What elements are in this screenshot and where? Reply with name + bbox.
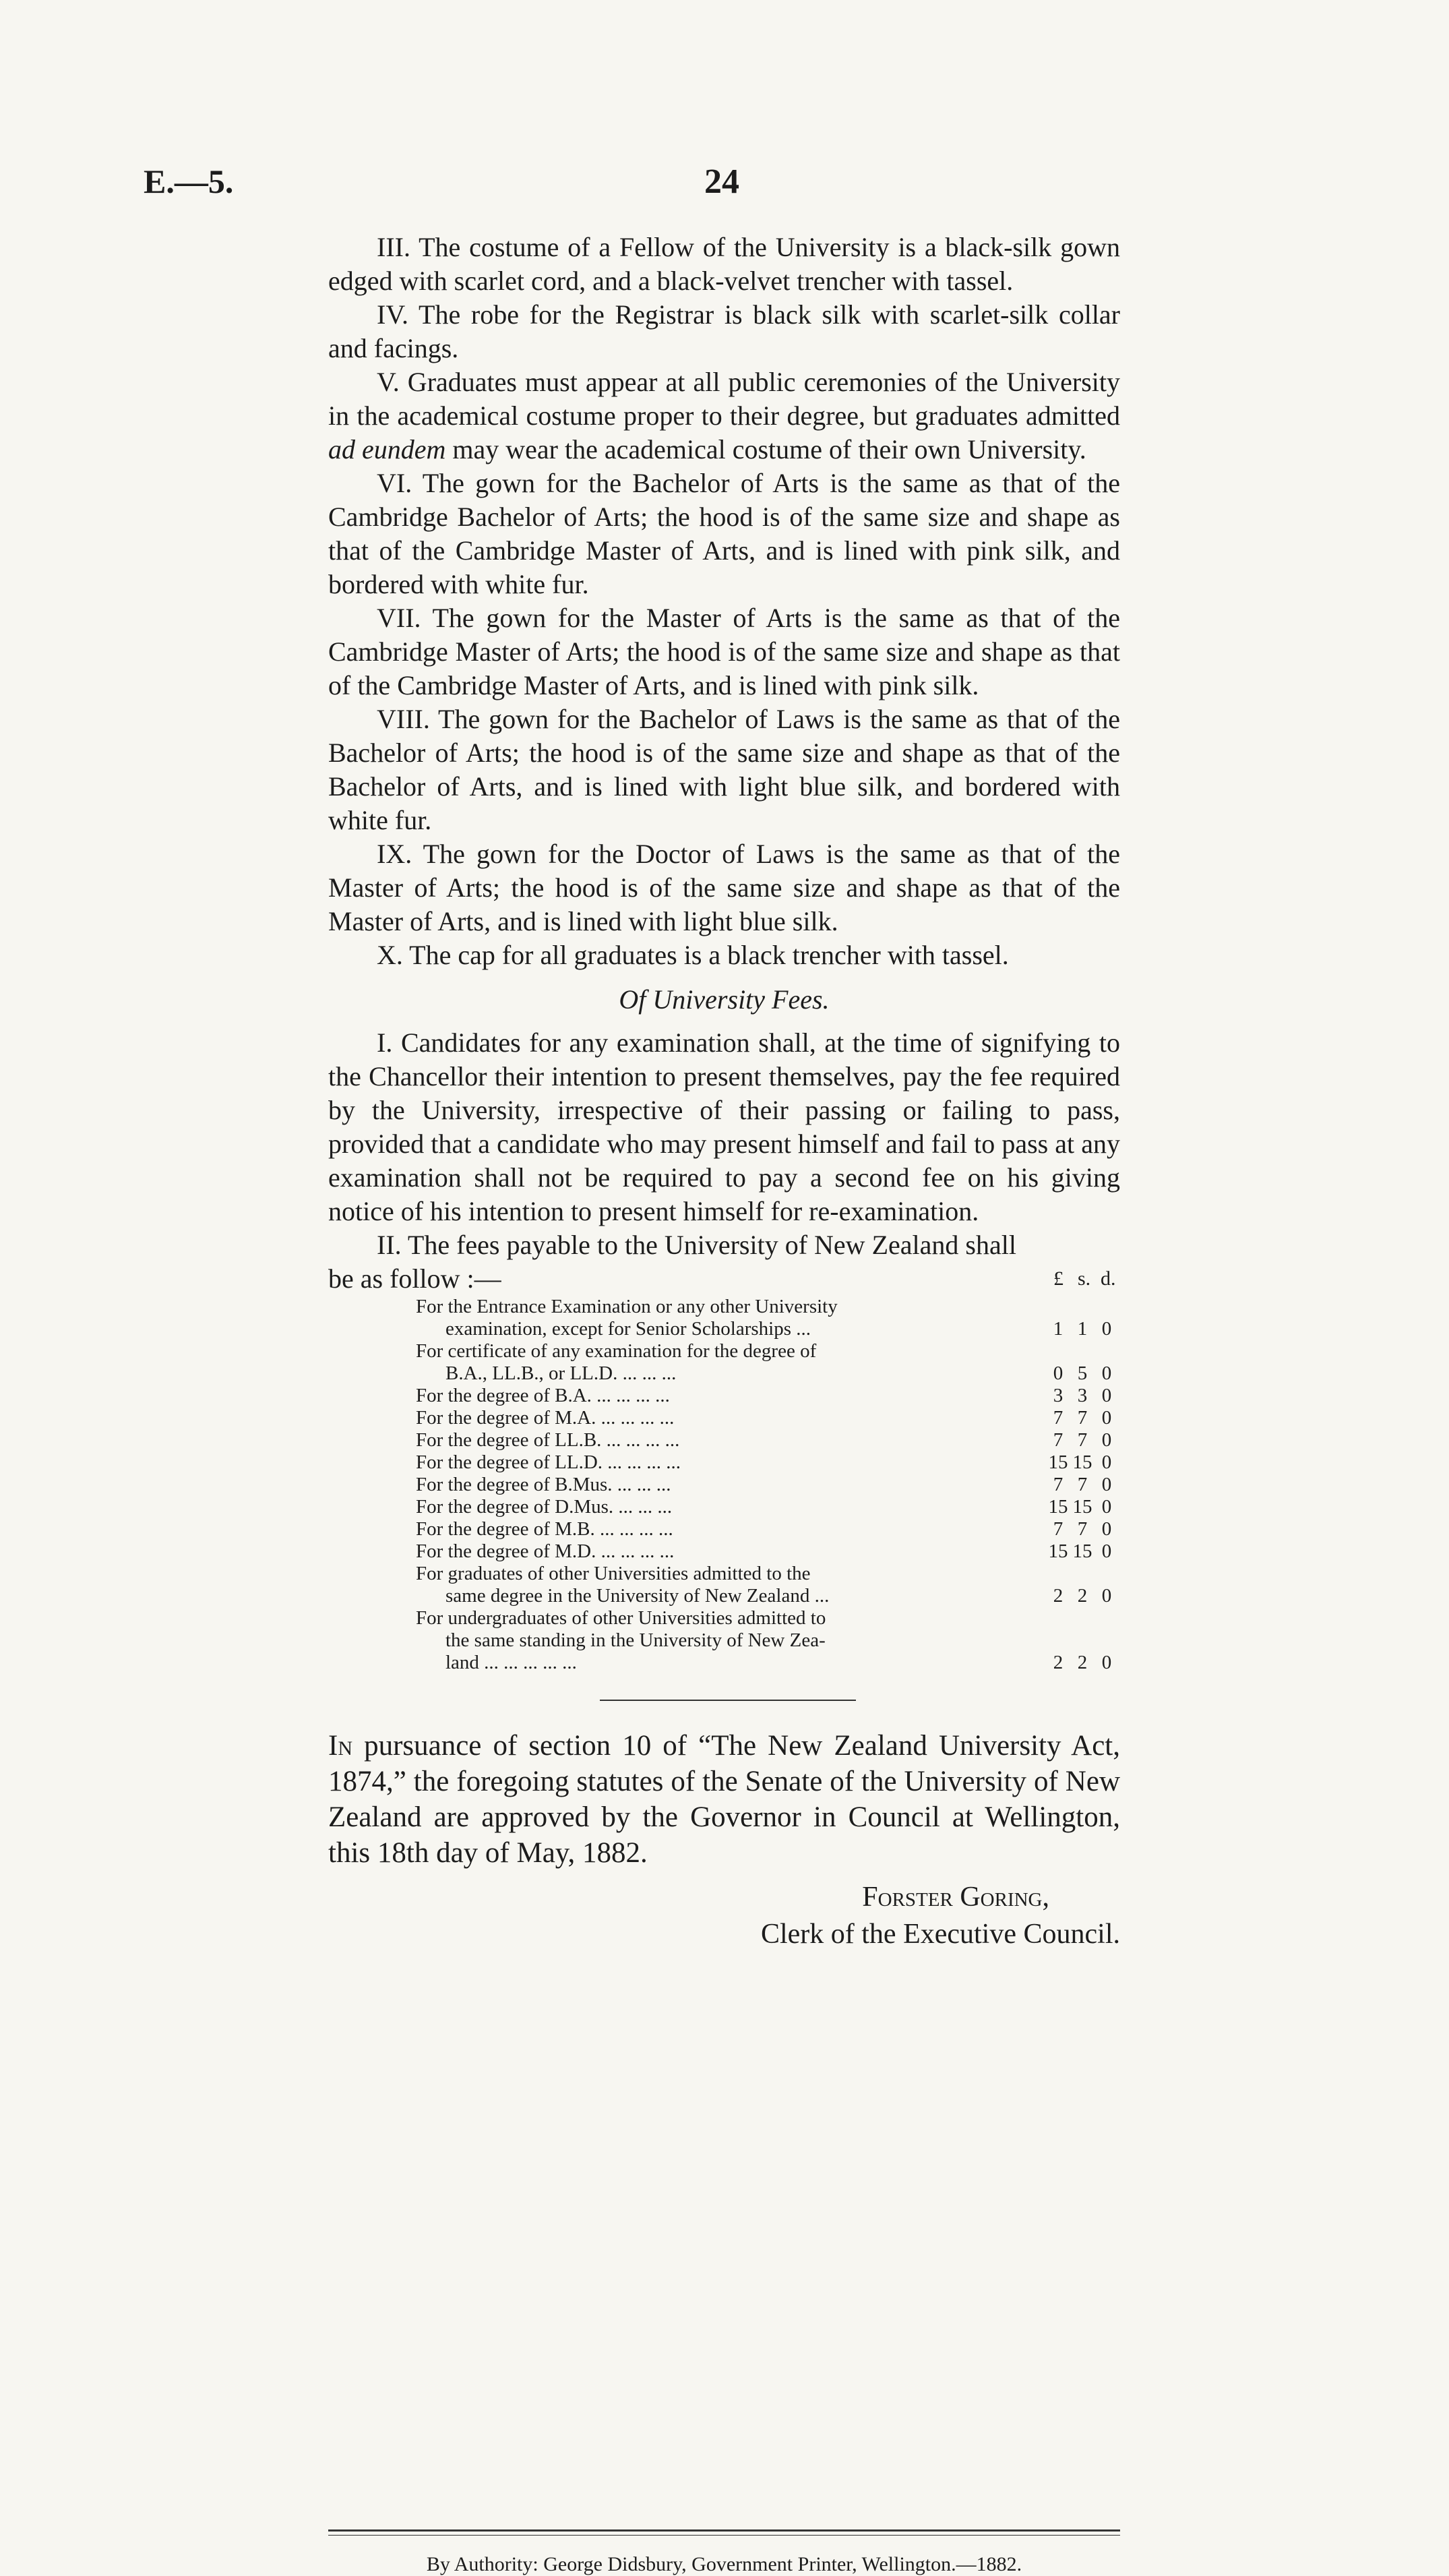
fee-description-line: same degree in the University of New Zealand ... — [445, 1585, 830, 1607]
fee-description-line: For the degree of B.Mus. ... ... ... — [416, 1474, 671, 1495]
fee-description — [416, 1407, 1049, 1429]
fees-heading: Of University Fees. — [619, 984, 830, 1015]
fee-row — [328, 1407, 1120, 1429]
fee-row — [328, 1518, 1120, 1540]
fee-description-line: For the Entrance Examination or any other University — [416, 1296, 838, 1317]
fee-description-line: examination, except for Senior Scholarships ... — [445, 1318, 811, 1340]
body-text — [328, 231, 1120, 1953]
page-header — [0, 162, 1449, 216]
fee-description — [416, 1474, 1049, 1496]
fee-description-line: For undergraduates of other Universities admitted to — [416, 1607, 826, 1629]
fee-description-line: For the degree of D.Mus. ... ... ... — [416, 1496, 673, 1518]
fee-row — [328, 1451, 1120, 1474]
fee-description-line: For the degree of B.A. ... ... ... ... — [416, 1385, 670, 1406]
fee-pence: 0 — [1101, 1474, 1112, 1495]
fee-pence: 0 — [1101, 1540, 1112, 1562]
fee-pence: 0 — [1101, 1407, 1112, 1429]
fee-pounds: 2 — [1053, 1585, 1063, 1607]
fee-description-line: For the degree of M.B. ... ... ... ... — [416, 1518, 673, 1540]
approval-text: pursuance of section 10 of “The New Zealand University Act, 1874,” the foregoing statutes of the Senate of the University of New Zealand are approved by the Governor in Council at Wellington, this 18th day of May, 1882. — [328, 1730, 1121, 1869]
fee-description — [416, 1496, 1049, 1518]
fee-pence: 0 — [1101, 1318, 1112, 1340]
fee-pounds: 15 — [1048, 1540, 1068, 1562]
paragraph-vii: VII. The gown for the Master of Arts is the same as that of the Cambridge Master of Arts; the hood is of the same size and shape as that of the Cambridge Master of Arts, and is lined with pink silk. — [328, 603, 1120, 700]
fee-shillings: 1 — [1077, 1318, 1088, 1340]
fee-pounds: 15 — [1048, 1451, 1068, 1473]
fee-pounds: 3 — [1053, 1385, 1063, 1406]
fee-pounds: 7 — [1053, 1429, 1063, 1451]
fee-pounds: 7 — [1053, 1474, 1063, 1495]
fees-intro-line — [328, 1262, 1120, 1296]
fees-intro-text: be as follow :— — [328, 1263, 501, 1294]
fee-description — [416, 1340, 1049, 1385]
fees-paragraph-ii: II. The fees payable to the University of New Zealand shall — [377, 1230, 1016, 1260]
section-divider — [600, 1700, 856, 1701]
fee-description-line: For graduates of other Universities admitted to the — [416, 1563, 811, 1584]
fee-description-line: For the degree of M.D. ... ... ... ... — [416, 1540, 675, 1562]
fee-description — [416, 1540, 1049, 1563]
paragraph-ix: IX. The gown for the Doctor of Laws is the same as that of the Master of Arts; the hood is of the same size and shape as that of the Master of Arts, and is lined with light blue silk. — [328, 839, 1120, 936]
fee-pence: 0 — [1101, 1429, 1112, 1451]
fee-pence: 0 — [1101, 1451, 1112, 1473]
fee-description-line: land ... ... ... ... ... — [445, 1652, 577, 1673]
fee-row — [328, 1429, 1120, 1451]
fee-description-line: For certificate of any examination for the degree of — [416, 1340, 817, 1362]
pence-header: d. — [1101, 1267, 1116, 1290]
fee-pence: 0 — [1101, 1652, 1112, 1673]
fee-description-line: the same standing in the University of New Zea- — [445, 1629, 826, 1651]
fee-pence: 0 — [1101, 1496, 1112, 1518]
fee-description — [416, 1563, 1049, 1607]
fee-description-line: For the degree of LL.D. ... ... ... ... — [416, 1451, 681, 1473]
paragraph-iii: III. The costume of a Fellow of the University is a black-silk gown edged with scarlet cord, and a black-velvet trencher with tassel. — [328, 232, 1120, 296]
fee-description — [416, 1451, 1049, 1474]
printer-imprint: By Authority: George Didsbury, Government Printer, Wellington.—1882. — [426, 2553, 1022, 2575]
latin-phrase: ad eundem — [328, 434, 446, 465]
fee-row — [328, 1563, 1120, 1607]
footer-rule-thick — [328, 2529, 1120, 2532]
paragraph-iv: IV. The robe for the Registrar is black silk with scarlet-silk collar and facings. — [328, 299, 1120, 363]
fee-pence: 0 — [1101, 1518, 1112, 1540]
signatory-name: Forster Goring, — [862, 1882, 1049, 1913]
fee-row — [328, 1540, 1120, 1563]
fee-pounds: 7 — [1053, 1518, 1063, 1540]
fee-pounds: 2 — [1053, 1652, 1063, 1673]
approval-lead-caps: In — [328, 1730, 352, 1762]
fee-description-line: For the degree of M.A. ... ... ... ... — [416, 1407, 675, 1429]
fee-description-line: For the degree of LL.B. ... ... ... ... — [416, 1429, 680, 1451]
fee-shillings: 15 — [1072, 1496, 1092, 1518]
footer-rule-thin — [328, 2535, 1120, 2536]
fee-shillings: 5 — [1077, 1362, 1088, 1384]
fee-description — [416, 1385, 1049, 1407]
paragraph-v: V. Graduates must appear at all public ceremonies of the University in the academical costume proper to their degree, but graduates admitted ad eundem may wear the academical costume of their own University. — [328, 367, 1120, 465]
document-reference: E.—5. — [144, 162, 234, 200]
fee-pounds: 15 — [1048, 1496, 1068, 1518]
fee-shillings: 7 — [1077, 1474, 1088, 1495]
fee-shillings: 7 — [1077, 1518, 1088, 1540]
fee-row — [328, 1385, 1120, 1407]
fee-shillings: 15 — [1072, 1540, 1092, 1562]
fee-description — [416, 1429, 1049, 1451]
fee-pence: 0 — [1101, 1385, 1112, 1406]
paragraph-x: X. The cap for all graduates is a black trencher with tassel. — [377, 940, 1009, 970]
fees-table — [328, 1296, 1120, 1674]
fee-description — [416, 1296, 1049, 1340]
paragraph-vi: VI. The gown for the Bachelor of Arts is the same as that of the Cambridge Bachelor of Arts; the hood is of the same size and shape as that of the Cambridge Master of Arts, and is lined with pink silk, and bordered with white fur. — [328, 468, 1120, 599]
fee-row — [328, 1296, 1120, 1340]
fee-pounds: 1 — [1053, 1318, 1063, 1340]
fee-shillings: 3 — [1077, 1385, 1088, 1406]
fee-row — [328, 1496, 1120, 1518]
fee-pence: 0 — [1101, 1585, 1112, 1607]
fee-description-line: B.A., LL.B., or LL.D. ... ... ... — [445, 1362, 677, 1384]
fee-pence: 0 — [1101, 1362, 1112, 1384]
fee-shillings: 2 — [1077, 1585, 1088, 1607]
signatory-title: Clerk of the Executive Council. — [760, 1919, 1120, 1950]
approval-paragraph — [328, 1728, 1120, 1871]
fee-row — [328, 1474, 1120, 1496]
fee-row — [328, 1340, 1120, 1385]
fee-row — [328, 1607, 1120, 1674]
pounds-header: £ — [1053, 1267, 1063, 1290]
fee-description — [416, 1518, 1049, 1540]
fee-pounds: 7 — [1053, 1407, 1063, 1429]
fee-shillings: 2 — [1077, 1652, 1088, 1673]
shillings-header: s. — [1078, 1267, 1091, 1290]
signature-block — [328, 1879, 1120, 1953]
fee-shillings: 7 — [1077, 1407, 1088, 1429]
paragraph-viii: VIII. The gown for the Bachelor of Laws is the same as that of the Bachelor of Arts; the hood is of the same size and shape as that of the Bachelor of Arts, and is lined with light blue silk, and bordered with white fur. — [328, 704, 1120, 835]
page-number: 24 — [704, 162, 739, 201]
fees-paragraph-i: I. Candidates for any examination shall, at the time of signifying to the Chancellor their intention to present themselves, pay the fee required by the University, irrespective of their passing or failing to pass, provided that a candidate who may present himself and fail to pass at any examination shall not be required to pay a second fee on his giving notice of his intention to present himself for re-examination. — [328, 1027, 1120, 1226]
fee-shillings: 15 — [1072, 1451, 1092, 1473]
fee-pounds: 0 — [1053, 1362, 1063, 1384]
fee-shillings: 7 — [1077, 1429, 1088, 1451]
fee-description — [416, 1607, 1049, 1674]
